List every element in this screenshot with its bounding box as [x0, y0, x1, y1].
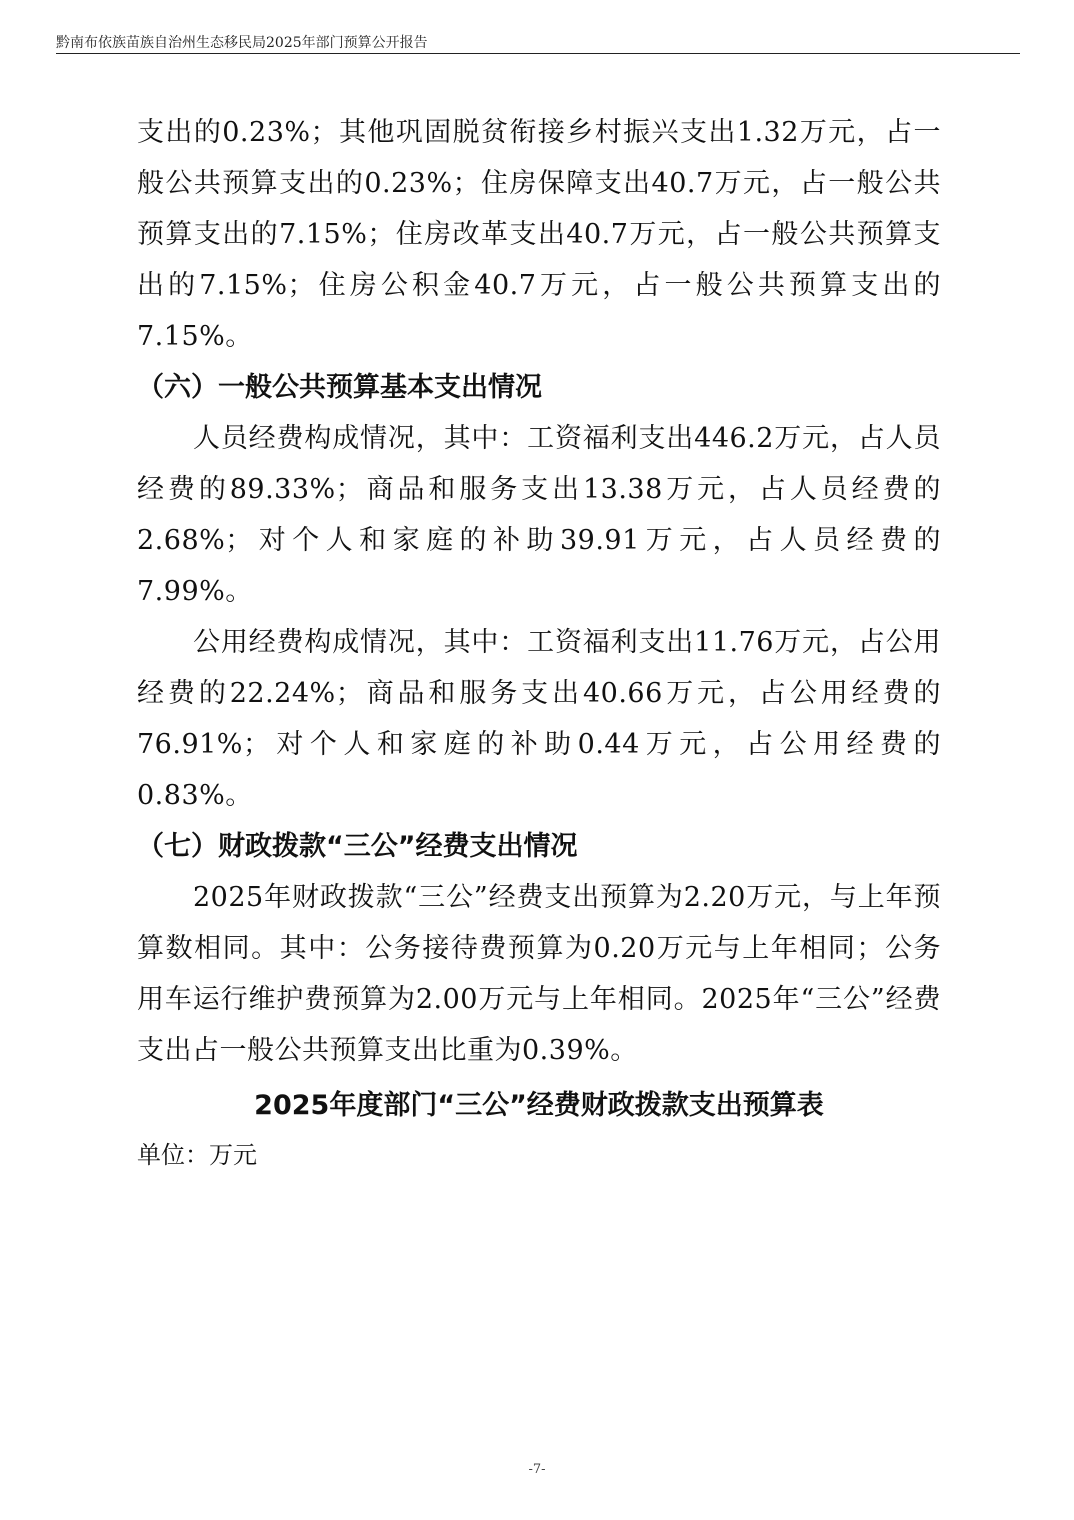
paragraph-three-public-expenses: 2025年财政拨款“三公”经费支出预算为2.20万元，与上年预算数相同。其中：公务接待费预算为0.20万元与上年相同；公务用车运行维护费预算为2.00万元与上年相同。2025年“三公”经费支出占一般公共预算支出比重为0.39%。: [137, 882, 941, 1066]
unit-label: 单位：万元: [137, 1141, 257, 1169]
paragraph-personnel-expenses: 人员经费构成情况，其中：工资福利支出446.2万元，占人员经费的89.33%；商品和服务支出13.38万元，占人员经费的2.68%；对个人和家庭的补助39.91万元，占人员经费的7.99%。: [137, 423, 941, 607]
running-header: 黔南布依族苗族自治州生态移民局2025年部门预算公开报告: [56, 35, 428, 51]
document-body: [137, 107, 941, 1178]
section-heading-three-public-expenses: （七）财政拨款“三公”经费支出情况: [137, 831, 578, 862]
table-title: 2025年度部门“三公”经费财政拨款支出预算表: [254, 1090, 824, 1121]
page-number: -7-: [528, 1462, 546, 1477]
paragraph-general-budget-breakdown: 支出的0.23%；其他巩固脱贫衔接乡村振兴支出1.32万元，占一般公共预算支出的0.23%；住房保障支出40.7万元，占一般公共预算支出的7.15%；住房改革支出40.7万元，占一般公共预算支出的7.15%；住房公积金40.7万元，占一般公共预算支出的7.15%。: [137, 117, 941, 352]
paragraph-public-expenses: 公用经费构成情况，其中：工资福利支出11.76万元，占公用经费的22.24%；商品和服务支出40.66万元，占公用经费的76.91%；对个人和家庭的补助0.44万元，占公用经费的0.83%。: [137, 627, 941, 811]
section-heading-basic-expenditure: （六）一般公共预算基本支出情况: [137, 372, 542, 403]
header-divider: [56, 53, 1020, 54]
